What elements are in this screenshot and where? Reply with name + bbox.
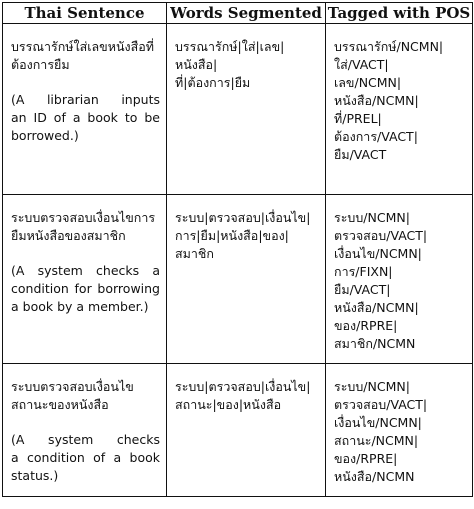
tagged-pos-cell	[326, 195, 473, 364]
pos-tag-line: ระบบ/NCMN|	[334, 379, 410, 394]
pos-tag-line: เลข/NCMN|	[334, 75, 402, 90]
thai-text-line: ยืมหนังสือของสมาชิก	[11, 228, 126, 243]
english-translation-line: condition for borrowing	[11, 281, 160, 296]
table-row	[3, 195, 473, 364]
english-translation-line: borrowed.)	[11, 128, 79, 143]
tagged-pos-cell	[326, 364, 473, 497]
english-translation-line: (A librarian inputs	[11, 92, 160, 107]
tagged-pos-cell	[326, 24, 473, 195]
pos-tag-line: การ/FIXN|	[334, 264, 393, 279]
pos-tag-line: ยืม/VACT	[334, 147, 387, 162]
words-segmented-cell	[167, 24, 326, 195]
table-header-row	[3, 3, 473, 24]
thai-text-line: บรรณารักษ์ใส่เลขหนังสือที่	[11, 39, 154, 54]
segmented-line: ระบบ|ตรวจสอบ|เงื่อนไข|	[175, 210, 311, 225]
pos-tag-line: ต้องการ/VACT|	[334, 129, 418, 144]
segmented-line: สถานะ|ของ|หนังสือ	[175, 397, 282, 412]
pos-tag-line: ของ/RPRE|	[334, 318, 398, 333]
pos-tag-line: เงื่อนไข/NCMN|	[334, 246, 422, 261]
words-segmented-cell	[167, 364, 326, 497]
pos-tag-line: สถานะ/NCMN|	[334, 433, 419, 448]
table-row	[3, 24, 473, 195]
pos-tag-line: ตรวจสอบ/VACT|	[334, 228, 428, 243]
english-translation-line: status.)	[11, 468, 59, 483]
thai-sentence-cell	[3, 24, 167, 195]
pos-tag-line: ตรวจสอบ/VACT|	[334, 397, 428, 412]
thai-text-line: สถานะของหนังสือ	[11, 397, 109, 412]
thai-text-line: ระบบตรวจสอบเงื่อนไข	[11, 379, 134, 394]
words-segmented-cell	[167, 195, 326, 364]
segmented-line: การ|ยืม|หนังสือ|ของ|สมาชิก	[175, 228, 289, 261]
header-words-segmented: Words Segmented	[167, 3, 326, 24]
thai-sentence-cell	[3, 364, 167, 497]
pos-tagging-table	[2, 2, 473, 497]
pos-tag-line: ยืม/VACT|	[334, 282, 391, 297]
segmented-line: บรรณารักษ์|ใส่|เลข|หนังสือ|	[175, 39, 285, 72]
segmented-line: ที่|ต้องการ|ยืม	[175, 75, 251, 90]
pos-tag-line: เงื่อนไข/NCMN|	[334, 415, 422, 430]
pos-tag-line: ที่/PREL|	[334, 111, 382, 126]
english-translation-line: (A system checks	[11, 432, 160, 447]
pos-tag-line: ระบบ/NCMN|	[334, 210, 410, 225]
segmented-line: ระบบ|ตรวจสอบ|เงื่อนไข|	[175, 379, 311, 394]
english-translation-line: (A system checks a	[11, 263, 160, 278]
thai-text-line: ต้องการยืม	[11, 57, 70, 72]
header-thai-sentence: Thai Sentence	[3, 3, 167, 24]
pos-tag-line: หนังสือ/NCMN|	[334, 300, 419, 315]
header-tagged-with-pos: Tagged with POS	[326, 3, 473, 24]
pos-tag-line: บรรณารักษ์/NCMN|	[334, 39, 444, 54]
thai-text-line: ระบบตรวจสอบเงื่อนไขการ	[11, 210, 156, 225]
english-translation-line: a condition of a book	[11, 450, 160, 465]
english-translation-line: a book by a member.)	[11, 299, 149, 314]
pos-tag-line: หนังสือ/NCMN	[334, 469, 415, 484]
pos-tag-line: หนังสือ/NCMN|	[334, 93, 419, 108]
pos-tag-line: สมาชิก/NCMN	[334, 336, 416, 351]
english-translation-line: an ID of a book to be	[11, 110, 160, 125]
table-row	[3, 364, 473, 497]
pos-tag-line: ใส่/VACT|	[334, 57, 389, 72]
thai-sentence-cell	[3, 195, 167, 364]
pos-tag-line: ของ/RPRE|	[334, 451, 398, 466]
